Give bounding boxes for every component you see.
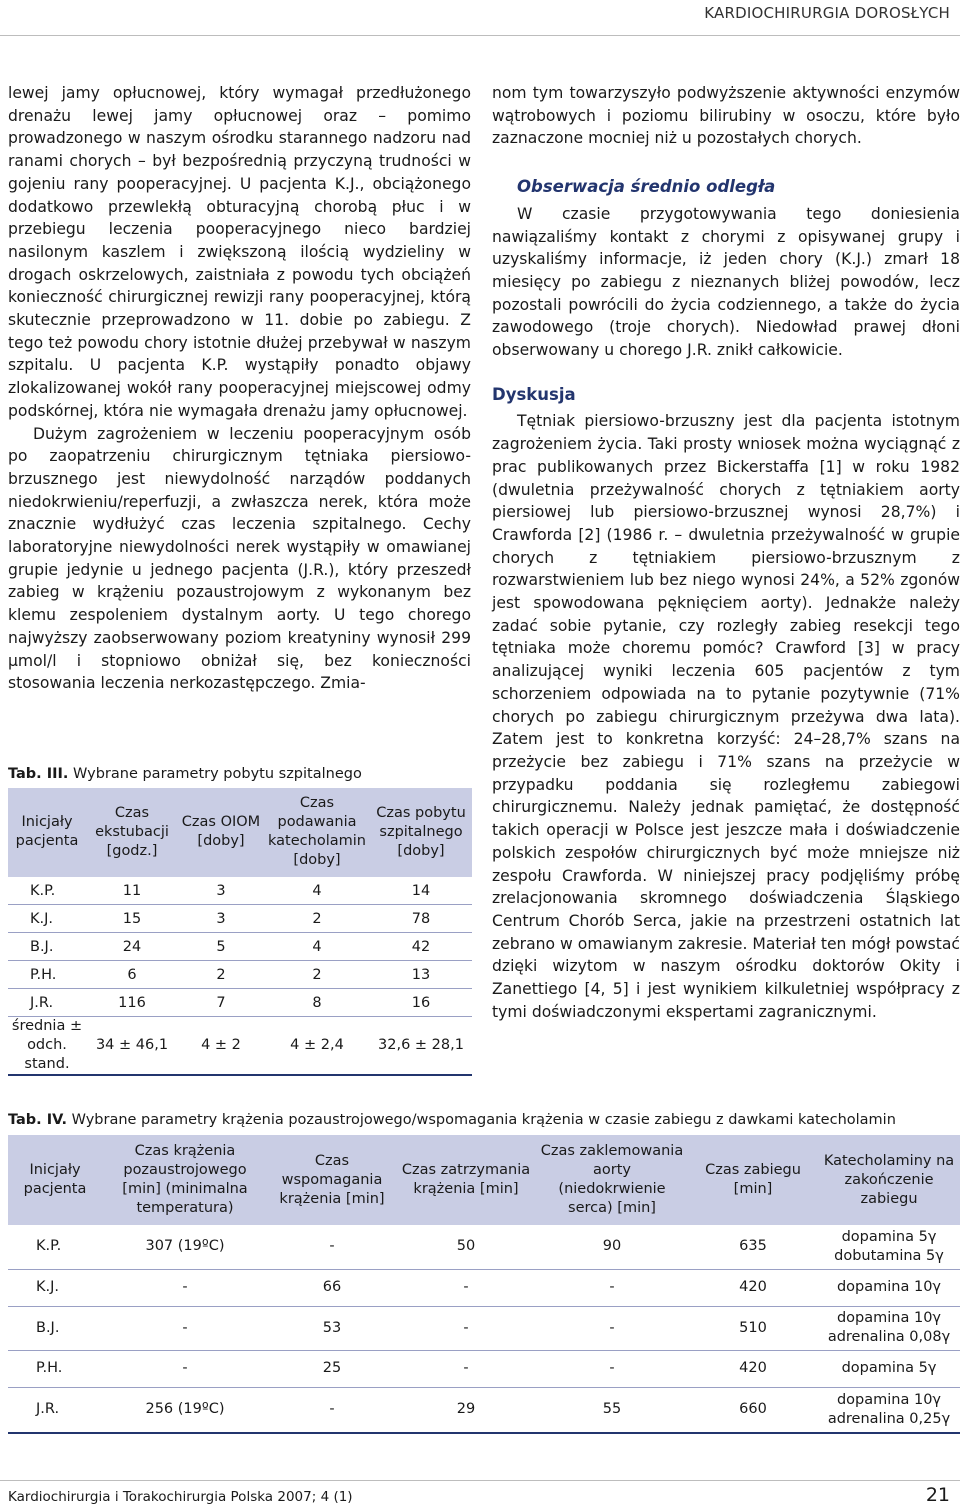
table4-header: Katecholaminy na zakończenie zabiegu — [818, 1135, 960, 1225]
running-head: KARDIOCHIRURGIA DOROSŁYCH — [704, 4, 950, 22]
table-cell: P.H. — [8, 1350, 102, 1387]
table-cell: 635 — [688, 1225, 818, 1269]
table-cell: K.J. — [8, 905, 86, 933]
left-column — [8, 82, 471, 695]
table-cell: 307 (19ºC) — [102, 1225, 268, 1269]
table-cell: J.R. — [8, 989, 86, 1017]
table-cell-drugs — [818, 1306, 960, 1350]
table3-caption-text: Wybrane parametry pobytu szpitalnego — [73, 766, 362, 782]
table-cell: 13 — [370, 961, 472, 989]
table-cell: 2 — [264, 905, 370, 933]
header-rule — [0, 35, 960, 36]
table-cell: 78 — [370, 905, 472, 933]
drug-line: dopamina 10γ — [836, 1279, 942, 1295]
table-cell: 510 — [688, 1306, 818, 1350]
right-paragraph-2: W czasie przygotowywania tego doniesienia nawiązaliśmy kontakt z chorymi z opisywanej grupy i uzyskaliśmy informacje, iż jeden chory (K.J.) zmarł 18 miesięcy po zabiegu z nieznanych bliżej powodów, lecz pozostali powrócili do życia codziennego, a także do życia zawodowego (troje chorych). Niedowład prawej dłoni obserwowany u chorego J.R. znikł całkowicie. — [492, 204, 960, 360]
table4-caption — [8, 1112, 896, 1128]
table-cell: - — [268, 1225, 396, 1269]
table3-header: Czas podawania katecholamin [doby] — [264, 788, 370, 877]
table-cell: 14 — [370, 877, 472, 905]
table-cell: 7 — [178, 989, 264, 1017]
table-cell: 16 — [370, 989, 472, 1017]
journal-name: Kardiochirurgia i Torakochirurgia Polska — [8, 1489, 274, 1505]
table-cell: B.J. — [8, 933, 86, 961]
table-cell: 8 — [264, 989, 370, 1017]
table3-header: Inicjały pacjenta — [8, 788, 86, 877]
drug-line: dopamina 10γ — [836, 1391, 942, 1408]
table-cell: 660 — [688, 1387, 818, 1433]
section-title-discussion: Dyskusja — [492, 384, 576, 404]
table-cell-drugs — [818, 1350, 960, 1387]
table-cell: średnia ± odch. stand. — [8, 1017, 86, 1076]
table3-label: Tab. III. — [8, 766, 69, 782]
table-cell: 4 — [264, 877, 370, 905]
table4-header: Czas krążenia pozaustrojowego [min] (minimalna temperatura) — [102, 1135, 268, 1225]
table4 — [8, 1135, 960, 1434]
table-cell: - — [536, 1306, 688, 1350]
table-cell: - — [102, 1269, 268, 1306]
table-row — [8, 933, 472, 961]
table-cell: 420 — [688, 1269, 818, 1306]
table-cell: - — [396, 1350, 536, 1387]
table-cell-drugs — [818, 1387, 960, 1433]
left-paragraph-1: lewej jamy opłucnowej, który wymagał przedłużonego drenażu lewej jamy opłucnowej oraz – pomimo prowadzonego w naszym ośrodku starannego nadzoru nad ranami chorych – był bezpośrednią przyczyną trudności w gojeniu rany pooperacyjnej. U pacjenta K.J., obciążonego dodatkowo przewlekłą obturacyjną chorobą płuc i w przebiegu leczenia pooperacyjnego nieco bardziej nasilonym kaszlem i zwiększoną ilością wydzieliny w drogach oskrzelowych, zaistniała z powodu tych obciążeń konieczność chirurgicznej rewizji rany pooperacyjnej, którą skutecznie przeprowadzono w 11. dobie po zabiegu. Z tego też powodu chory istotnie dłużej przebywał w naszym szpitalu. U pacjenta K.P. wystąpiły ponadto objawy zlokalizowanej wokół rany pooperacyjnej miejscowej odmy podskórnej, która nie wymagała drenażu jamy opłucnowej. — [8, 84, 471, 420]
table3-caption — [8, 766, 362, 782]
table-cell: 2 — [264, 961, 370, 989]
table-cell: 66 — [268, 1269, 396, 1306]
table-cell: 50 — [396, 1225, 536, 1269]
table-row — [8, 1350, 960, 1387]
table-cell-drugs — [818, 1225, 960, 1269]
right-paragraph-1: nom tym towarzyszyło podwyższenie aktywności enzymów wątrobowych i poziomu bilirubiny w osoczu, które było zaznaczone mocniej niż u pozostałych chorych. — [492, 84, 960, 148]
drug-line: adrenalina 0,25γ — [827, 1410, 951, 1427]
table-cell: 90 — [536, 1225, 688, 1269]
drug-line: dopamina 5γ — [841, 1228, 937, 1245]
table4-caption-text: Wybrane parametry krążenia pozaustrojowego/wspomagania krążenia w czasie zabiegu z dawkami katecholamin — [71, 1112, 896, 1128]
table-cell: 53 — [268, 1306, 396, 1350]
table-row — [8, 905, 472, 933]
table-cell: - — [268, 1387, 396, 1433]
table-cell: 4 — [264, 933, 370, 961]
table-cell: - — [102, 1306, 268, 1350]
table3-header-row — [8, 788, 472, 877]
table-cell: 6 — [86, 961, 178, 989]
table-cell: 55 — [536, 1387, 688, 1433]
table-cell: K.P. — [8, 877, 86, 905]
table4-header: Inicjały pacjenta — [8, 1135, 102, 1225]
table-cell: K.P. — [8, 1225, 102, 1269]
drug-line: dobutamina 5γ — [834, 1247, 944, 1264]
table-cell: 4 ± 2,4 — [264, 1017, 370, 1076]
table-row — [8, 1269, 960, 1306]
page-number: 21 — [925, 1484, 950, 1506]
right-paragraph-3: Tętniak piersiowo-brzuszny jest dla pacjenta istotnym zagrożeniem życia. Taki prosty wniosek można wyciągnąć z prac publikowanych przez Bickerstaffa [1] w roku 1982 (dwuletnia przeżywalność chorych z tętniakiem aorty piersiowej lub piersiowo-brzusznej wynosi 28,7%) i Crawforda [2] (1986 r. – dwuletnia przeżywalność w grupie chorych z tętniakiem piersiowo-brzusznym z rozwarstwieniem lub bez niego wynosi 24%, a 52% zgonów jest spowodowana pęknięciem aorty). Jednakże należy zadać sobie pytanie, czy rozległy zabieg resekcji tego tętniaka może choremu pomóc? Crawford [3] w pracy analizującej wyniki leczenia 605 pacjentów z tym schorzeniem odpowiada na to pytanie pozytywnie (71% chorych po zabiegu chirurgicznym przeżywa dwa lata). Zatem jest to konkretna korzyść: 24–28,7% szans na przeżycie bez zabiegu i 71% szans na przeżycie w przypadku poddania się rozległemu zabiegowi chirurgicznemu. Należy jednak pamiętać, że dostępność takich operacji w Polsce jest jeszcze mała i doświadczenie polskich zespołów chirurgicznych być może mniejsze niż zespołu Crawforda. W niniejszej pracy podjęliśmy próbę zrelacjonowania skromnego doświadczenia Śląskiego Centrum Chorób Serca, jakie na przestrzeni ostatnich lat zebrano w omawianym zakresie. Materiał ten mógł powstać dzięki wizytom w naszym ośrodku doktorów Okity i Zanettiego [4, 5] i jest wynikiem kilkuletniej współpracy z tymi doświadczonymi ekspertami zagranicznymi. — [492, 412, 960, 1021]
table-row — [8, 961, 472, 989]
table4-header: Czas wspomagania krążenia [min] — [268, 1135, 396, 1225]
table-cell: 25 — [268, 1350, 396, 1387]
table-cell: 34 ± 46,1 — [86, 1017, 178, 1076]
table-row — [8, 1225, 960, 1269]
table-cell: P.H. — [8, 961, 86, 989]
table-cell: B.J. — [8, 1306, 102, 1350]
table-cell: - — [396, 1269, 536, 1306]
table-cell: J.R. — [8, 1387, 102, 1433]
table-row — [8, 877, 472, 905]
table-cell: 5 — [178, 933, 264, 961]
table-cell: 3 — [178, 905, 264, 933]
table-cell: - — [536, 1350, 688, 1387]
table4-label: Tab. IV. — [8, 1112, 67, 1128]
drug-line: adrenalina 0,08γ — [827, 1329, 951, 1345]
table-cell: 2 — [178, 961, 264, 989]
table-cell: 24 — [86, 933, 178, 961]
table-cell: 29 — [396, 1387, 536, 1433]
section-title-follow-up: Obserwacja średnio odległa — [517, 177, 776, 197]
table3-header: Czas pobytu szpitalnego [doby] — [370, 788, 472, 877]
table-cell: 32,6 ± 28,1 — [370, 1017, 472, 1076]
table3-header: Czas OIOM [doby] — [178, 788, 264, 877]
right-column — [492, 82, 960, 1023]
table3-header: Czas ekstubacji [godz.] — [86, 788, 178, 877]
table4-header-row — [8, 1135, 960, 1225]
table-cell: 15 — [86, 905, 178, 933]
footer-rule — [0, 1480, 960, 1481]
table-row-summary — [8, 1017, 472, 1076]
table-cell: 420 — [688, 1350, 818, 1387]
drug-line: dopamina 10γ — [836, 1310, 942, 1326]
table-cell: 116 — [86, 989, 178, 1017]
table-cell: K.J. — [8, 1269, 102, 1306]
table-cell: - — [102, 1350, 268, 1387]
table-cell: 256 (19ºC) — [102, 1387, 268, 1433]
table-cell: 3 — [178, 877, 264, 905]
table3 — [8, 788, 472, 1076]
table-cell: - — [396, 1306, 536, 1350]
table-row — [8, 1387, 960, 1433]
table-row — [8, 989, 472, 1017]
footer-journal — [8, 1489, 353, 1505]
table-row — [8, 1306, 960, 1350]
drug-line: dopamina 5γ — [841, 1360, 937, 1376]
table4-header: Czas zabiegu [min] — [688, 1135, 818, 1225]
journal-citation: 2007; 4 (1) — [277, 1489, 353, 1505]
left-paragraph-2: Dużym zagrożeniem w leczeniu pooperacyjnym osób po zaopatrzeniu chirurgicznym tętniaka piersiowo-brzusznego jest niewydolność narządów poddanych niedokrwieniu/reperfuzji, a zwłaszcza nerek, która może znacznie wydłużyć czas leczenia szpitalnego. Cechy laboratoryjne niewydolności nerek wystąpiły w omawianej grupie jedynie u jednego pacjenta (J.R.), który przeszedł zabieg w krążeniu pozaustrojowym z wykonanym bez klemu zespoleniem dystalnym aorty. U tego chorego najwyższy zaobserwowany poziom kreatyniny wynosił 299 µmol/l i stopniowo obniżał się, bez konieczności stosowania leczenia nerkozastępczego. Zmia- — [8, 424, 471, 693]
table-cell: 11 — [86, 877, 178, 905]
table-cell-drugs — [818, 1269, 960, 1306]
table4-header: Czas zaklemowania aorty (niedokrwienie serca) [min] — [536, 1135, 688, 1225]
table-cell: 4 ± 2 — [178, 1017, 264, 1076]
table4-header: Czas zatrzymania krążenia [min] — [396, 1135, 536, 1225]
table-cell: - — [536, 1269, 688, 1306]
table-cell: 42 — [370, 933, 472, 961]
